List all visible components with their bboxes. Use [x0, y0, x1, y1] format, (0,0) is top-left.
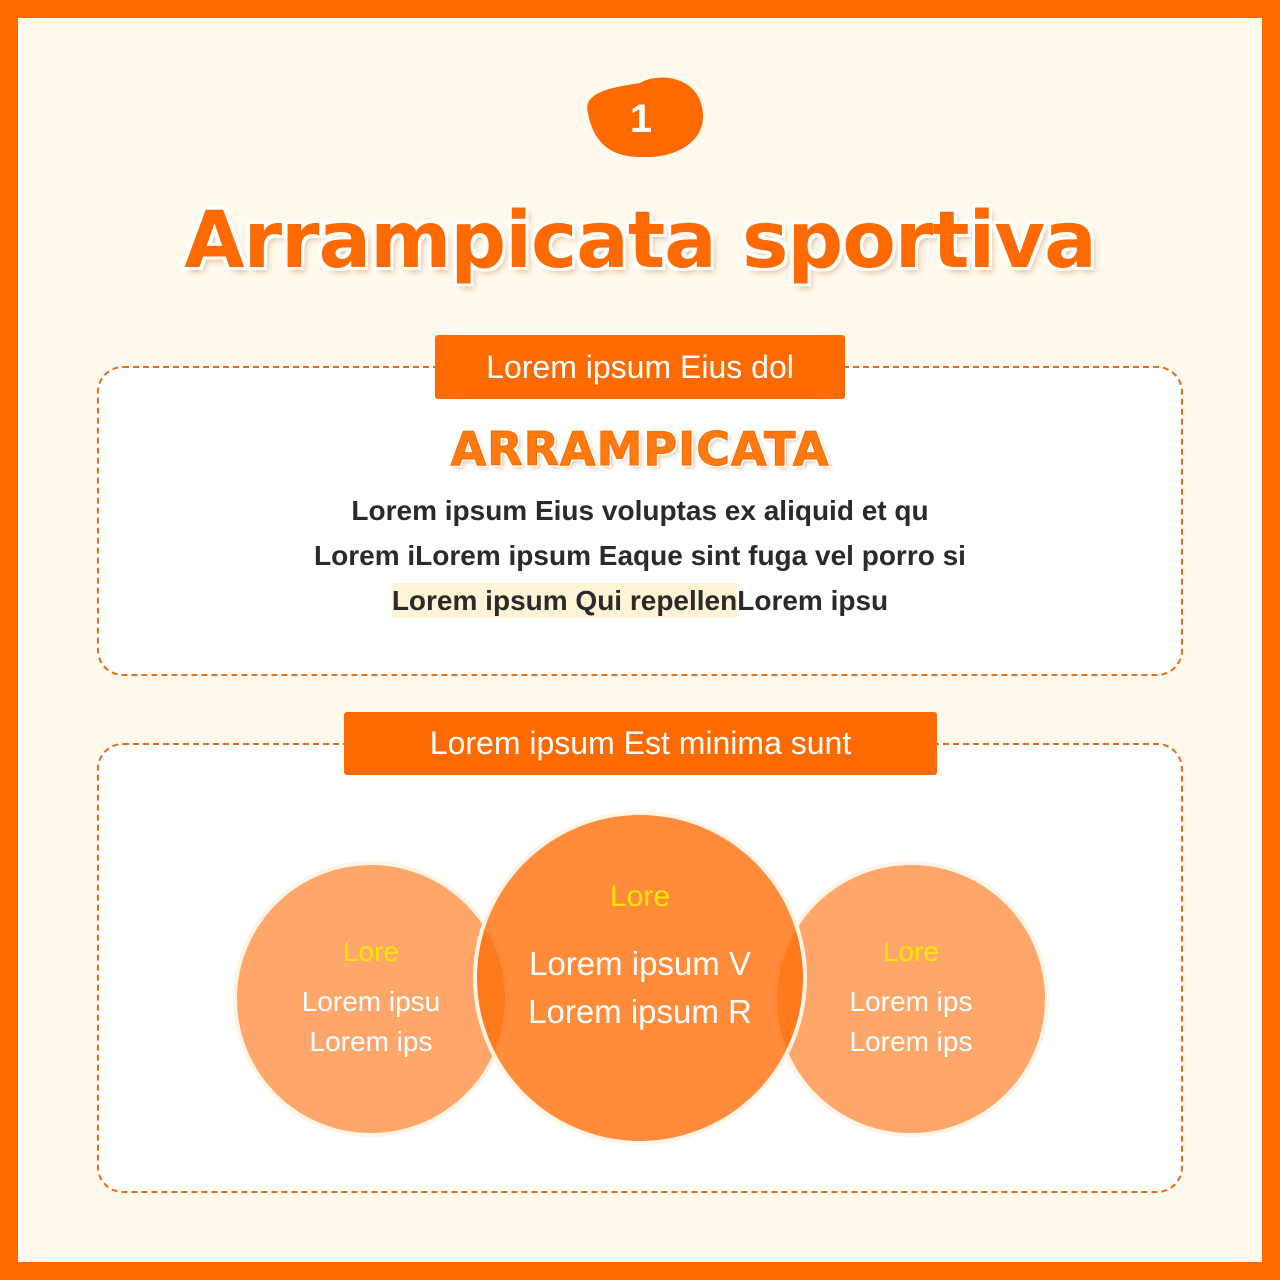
circle-heading: Lore: [342, 936, 400, 967]
circle-line: Lorem ips: [849, 1026, 973, 1057]
highlighted-text: Lorem ipsum Qui repellen: [391, 585, 738, 616]
circle-right: [773, 861, 1049, 1137]
body-text-line: Lorem iLorem ipsum Eaque sint fuga vel porro si: [314, 540, 966, 571]
circle-line: Lorem ipsum R: [528, 993, 752, 1030]
info-panel-tab: Lorem ipsum Eius dol: [435, 335, 845, 399]
body-text-line: Lorem ipsum Eius voluptas ex aliquid et qu: [351, 495, 929, 526]
circle-heading: Lore: [882, 936, 940, 967]
body-text-line: [0, 585, 1280, 617]
circle-left: [233, 861, 509, 1137]
step-number: 1: [629, 96, 653, 141]
circle-line: Lorem ips: [309, 1026, 433, 1057]
circle-heading: Lore: [609, 880, 671, 913]
circle-line: Lorem ipsu: [301, 986, 441, 1017]
page-title: Arrampicata sportiva: [184, 196, 1096, 286]
circle-line: Lorem ips: [849, 986, 973, 1017]
body-text-rest: Lorem ipsu: [737, 585, 889, 616]
circle-center: [473, 811, 807, 1145]
section-subtitle: ARRAMPICATA: [450, 422, 830, 476]
step-badge: [578, 73, 704, 157]
circle-line: Lorem ipsum V: [529, 945, 751, 982]
circles-panel-tab: Lorem ipsum Est minima sunt: [344, 712, 937, 775]
